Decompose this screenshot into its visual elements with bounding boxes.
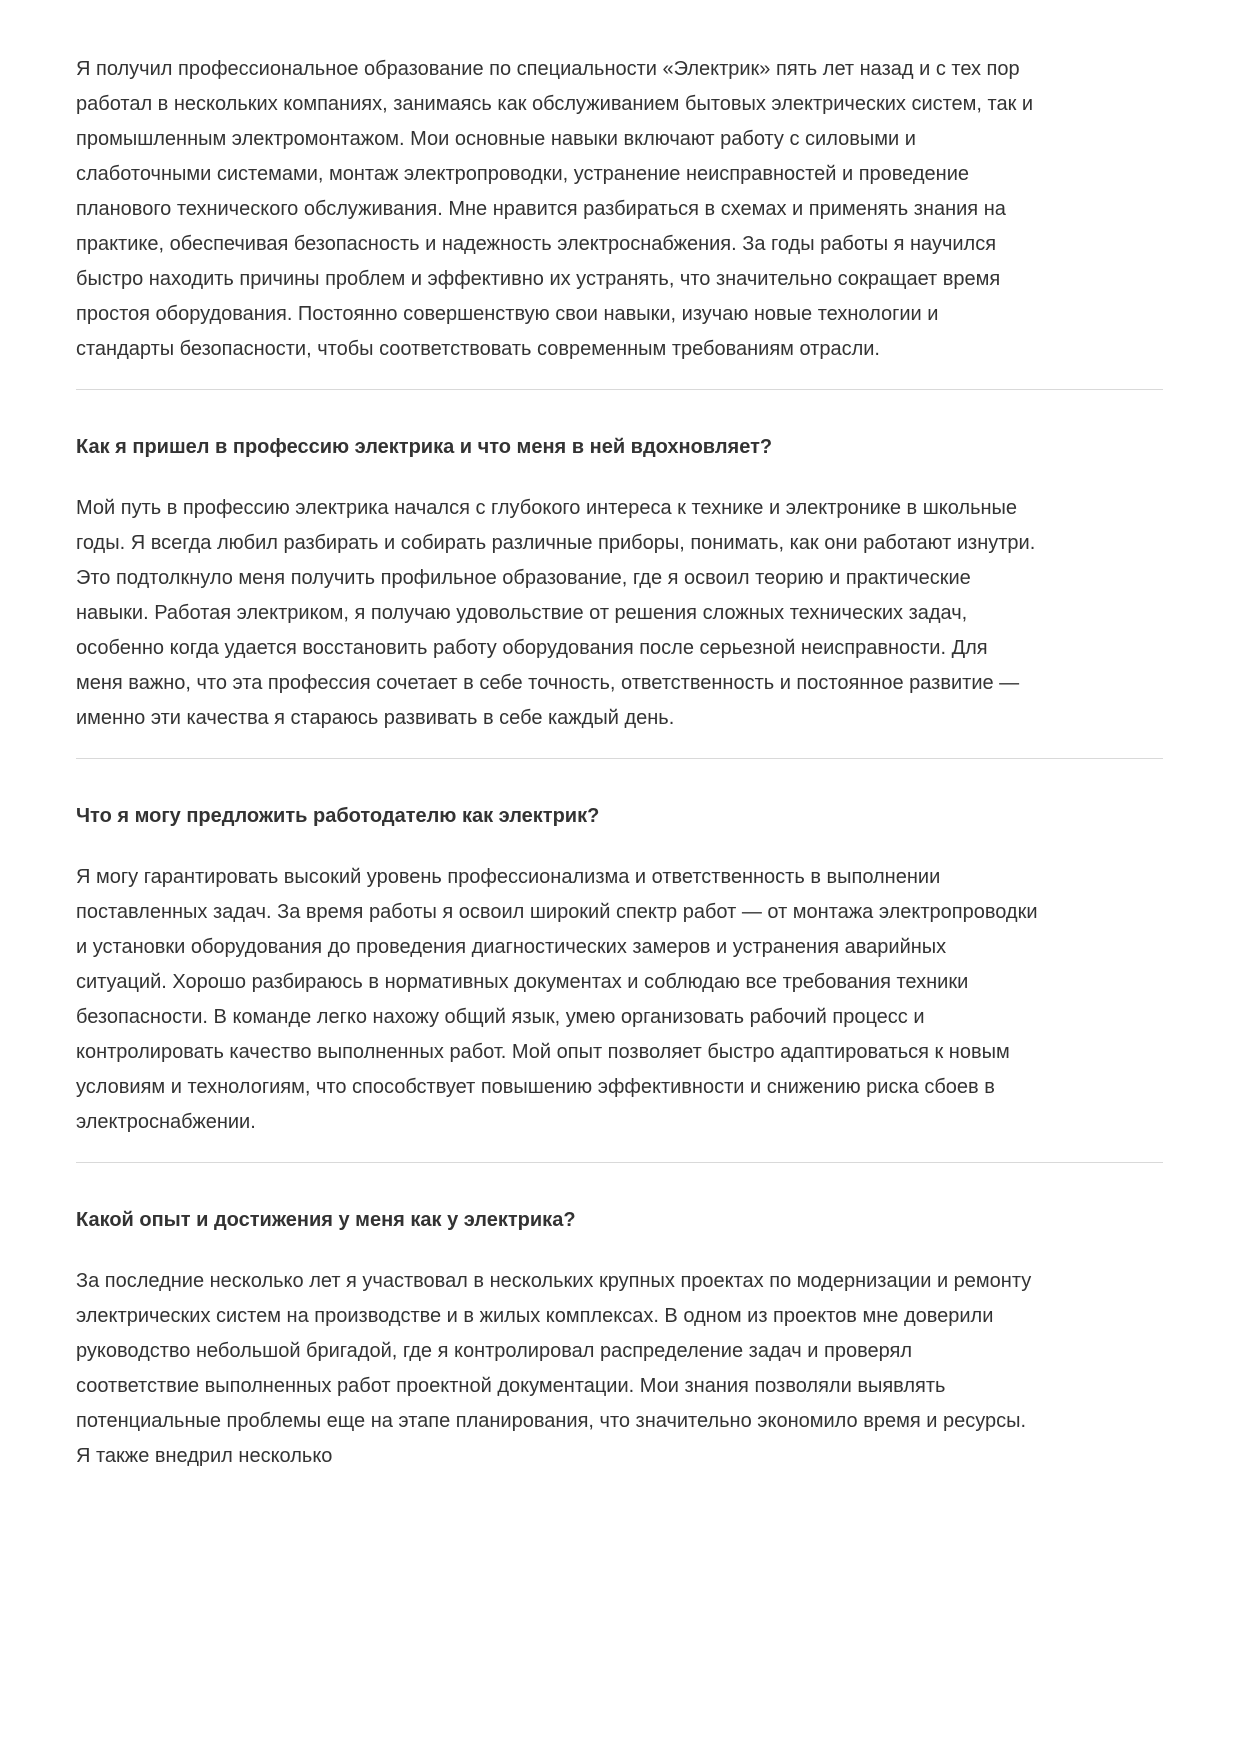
section-heading: Как я пришел в профессию электрика и что меня в ней вдохновляет? [76, 436, 773, 458]
section-paragraph: Мой путь в профессию электрика начался с глубокого интереса к технике и электронике в школьные годы. Я всегда любил разбирать и собирать различные приборы, понимать, как они работают изнутри. Это подтолкнуло меня получить профильное образование, где я освоил теорию и практические навыки. Работая электриком, я получаю удовольствие от решения сложных технических задач, особенно когда удается восстановить работу оборудования после серьезной неисправности. Для меня важно, что эта профессия сочетает в себе точность, ответственность и постоянное развитие — именно эти качества я стараюсь развивать в себе каждый день. [76, 497, 1036, 729]
section-offer [76, 799, 1163, 1140]
section-heading: Какой опыт и достижения у меня как у электрика? [76, 1209, 576, 1231]
intro-paragraph: Я получил профессиональное образование по специальности «Электрик» пять лет назад и с тех пор работал в нескольких компаниях, занимаясь как обслуживанием бытовых электрических систем, так и промышленным электромонтажом. Мои основные навыки включают работу с силовыми и слаботочными системами, монтаж электропроводки, устранение неисправностей и проведение планового технического обслуживания. Мне нравится разбираться в схемах и применять знания на практике, обеспечивая безопасность и надежность электроснабжения. За годы работы я научился быстро находить причины проблем и эффективно их устранять, что значительно сокращает время простоя оборудования. Постоянно совершенствую свои навыки, изучаю новые технологии и стандарты безопасности, чтобы соответствовать современным требованиям отрасли. [76, 58, 1034, 360]
section-heading: Что я могу предложить работодателю как электрик? [76, 805, 600, 827]
section-divider [76, 758, 1163, 759]
section-paragraph: Я могу гарантировать высокий уровень профессионализма и ответственность в выполнении поставленных задач. За время работы я освоил широкий спектр работ — от монтажа электропроводки и установки оборудования до проведения диагностических замеров и устранения аварийных ситуаций. Хорошо разбираюсь в нормативных документах и соблюдаю все требования техники безопасности. В команде легко нахожу общий язык, умею организовать рабочий процесс и контролировать качество выполненных работ. Мой опыт позволяет быстро адаптироваться к новым условиям и технологиям, что способствует повышению эффективности и снижению риска сбоев в электроснабжении. [76, 866, 1038, 1133]
section-divider [76, 1162, 1163, 1163]
section-motivation [76, 430, 1163, 736]
section-divider [76, 389, 1163, 390]
section-experience [76, 1203, 1163, 1474]
section-paragraph: За последние несколько лет я участвовал в нескольких крупных проектах по модернизации и ремонту электрических систем на производстве и в жилых комплексах. В одном из проектов мне доверили руководство небольшой бригадой, где я контролировал распределение задач и проверял соответствие выполненных работ проектной документации. Мои знания позволяли выявлять потенциальные проблемы еще на этапе планирования, что значительно экономило время и ресурсы. Я также внедрил несколько [76, 1270, 1032, 1467]
